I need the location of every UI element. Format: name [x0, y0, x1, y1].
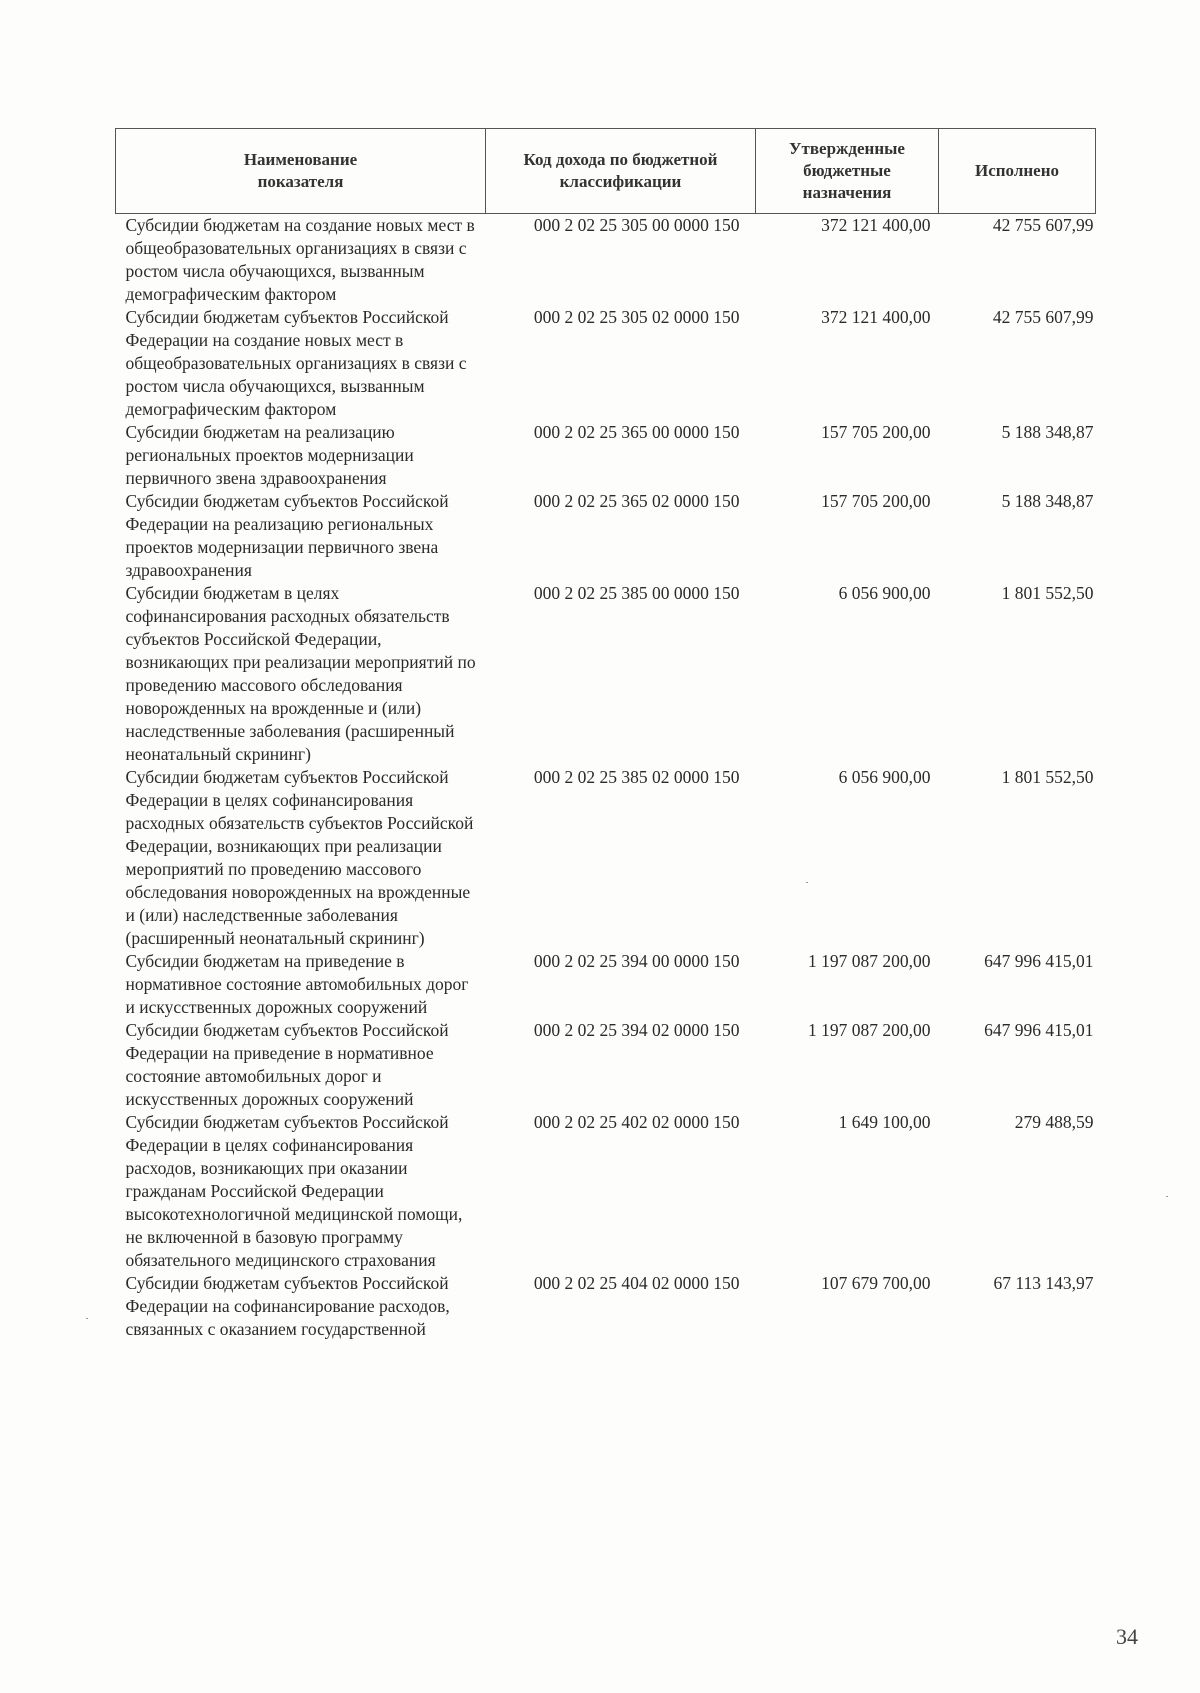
row-executed: 42 755 607,99 — [992, 307, 1094, 327]
row-executed: 5 188 348,87 — [1001, 422, 1094, 442]
row-executed: 42 755 607,99 — [992, 215, 1094, 235]
header-income-code-text: Код дохода по бюджетной классификации — [523, 150, 718, 191]
row-code: 000 2 02 25 365 00 0000 150 — [533, 422, 740, 442]
table-header — [116, 129, 1096, 214]
row-approved: 372 121 400,00 — [821, 215, 931, 235]
header-approved-text: Утвержденные бюджетные назначения — [789, 139, 905, 202]
header-executed-text: Исполнено — [974, 161, 1059, 180]
row-name: Субсидии бюджетам на создание новых мест в общеобразовательных организациях в связи с ростом числа обучающихся, вызванным демографическим фактором — [125, 215, 475, 304]
row-name: Субсидии бюджетам субъектов Российской Федерации на приведение в нормативное состояние автомобильных дорог и искусственных дорожных сооружений — [125, 1020, 449, 1109]
table-row — [116, 490, 1096, 582]
table-body — [116, 214, 1096, 1342]
table-row — [116, 214, 1096, 307]
row-executed: 1 801 552,50 — [1001, 767, 1094, 787]
row-executed: 5 188 348,87 — [1001, 491, 1094, 511]
table-row — [116, 582, 1096, 766]
row-approved: 157 705 200,00 — [821, 422, 931, 442]
row-name: Субсидии бюджетам в целях софинансирования расходных обязательств субъектов Российской Федерации, возникающих при реализации мероприятий по проведению массового обследования новорожденных на врожденные и (или) наследственные заболевания (расширенный неонатальный скрининг) — [125, 583, 476, 764]
row-code: 000 2 02 25 385 00 0000 150 — [533, 583, 740, 603]
row-code: 000 2 02 25 394 00 0000 150 — [533, 951, 740, 971]
row-name: Субсидии бюджетам субъектов Российской Федерации в целях софинансирования расходов, возникающих при оказании гражданам Российской Федерации высокотехнологичной медицинской помощи, не включенной в базовую программу обязательного медицинского страхования — [125, 1112, 463, 1270]
table-row — [116, 1272, 1096, 1341]
row-code: 000 2 02 25 305 02 0000 150 — [533, 307, 740, 327]
row-approved: 157 705 200,00 — [821, 491, 931, 511]
row-code: 000 2 02 25 385 02 0000 150 — [533, 767, 740, 787]
table-row — [116, 421, 1096, 490]
row-code: 000 2 02 25 404 02 0000 150 — [533, 1273, 740, 1293]
table-row — [116, 1019, 1096, 1111]
row-executed: 279 488,59 — [1014, 1112, 1094, 1132]
row-approved: 372 121 400,00 — [821, 307, 931, 327]
table-row — [116, 1111, 1096, 1272]
budget-income-table — [115, 128, 1096, 1341]
header-executed — [939, 129, 1096, 214]
header-approved — [756, 129, 939, 214]
header-indicator-name-text: Наименование показателя — [243, 150, 358, 191]
row-executed: 1 801 552,50 — [1001, 583, 1094, 603]
row-approved: 1 197 087 200,00 — [808, 951, 931, 971]
header-income-code — [486, 129, 756, 214]
row-name: Субсидии бюджетам субъектов Российской Федерации на софинансирование расходов, связанных с оказанием государственной — [125, 1273, 450, 1339]
header-row — [116, 129, 1096, 214]
row-name: Субсидии бюджетам на приведение в нормативное состояние автомобильных дорог и искусственных дорожных сооружений — [125, 951, 469, 1017]
row-name: Субсидии бюджетам субъектов Российской Федерации на создание новых мест в общеобразовательных организациях в связи с ростом числа обучающихся, вызванным демографическим фактором — [125, 307, 467, 419]
row-approved: 107 679 700,00 — [821, 1273, 931, 1293]
page-number: 34 — [1116, 1624, 1138, 1649]
row-approved: 6 056 900,00 — [838, 767, 931, 787]
table-row — [116, 766, 1096, 950]
header-indicator-name — [116, 129, 486, 214]
row-code: 000 2 02 25 394 02 0000 150 — [533, 1020, 740, 1040]
row-code: 000 2 02 25 402 02 0000 150 — [533, 1112, 740, 1132]
table-row — [116, 306, 1096, 421]
row-executed: 647 996 415,01 — [984, 1020, 1094, 1040]
row-name: Субсидии бюджетам субъектов Российской Федерации на реализацию региональных проектов модернизации первичного звена здравоохранения — [125, 491, 449, 580]
row-approved: 1 197 087 200,00 — [808, 1020, 931, 1040]
table-row — [116, 950, 1096, 1019]
scan-speck — [806, 882, 808, 883]
row-name: Субсидии бюджетам субъектов Российской Федерации в целях софинансирования расходных обязательств субъектов Российской Федерации, возникающих при реализации мероприятий по проведению массового обследования новорожденных на врожденные и (или) наследственные заболевания (расширенный неонатальный скрининг) — [125, 767, 474, 948]
row-executed: 647 996 415,01 — [984, 951, 1094, 971]
row-name: Субсидии бюджетам на реализацию региональных проектов модернизации первичного звена здравоохранения — [125, 422, 414, 488]
row-code: 000 2 02 25 365 02 0000 150 — [533, 491, 740, 511]
row-code: 000 2 02 25 305 00 0000 150 — [533, 215, 740, 235]
row-approved: 1 649 100,00 — [838, 1112, 931, 1132]
scan-speck — [86, 1318, 88, 1319]
row-approved: 6 056 900,00 — [838, 583, 931, 603]
row-executed: 67 113 143,97 — [993, 1273, 1094, 1293]
scan-speck — [1166, 1196, 1168, 1197]
